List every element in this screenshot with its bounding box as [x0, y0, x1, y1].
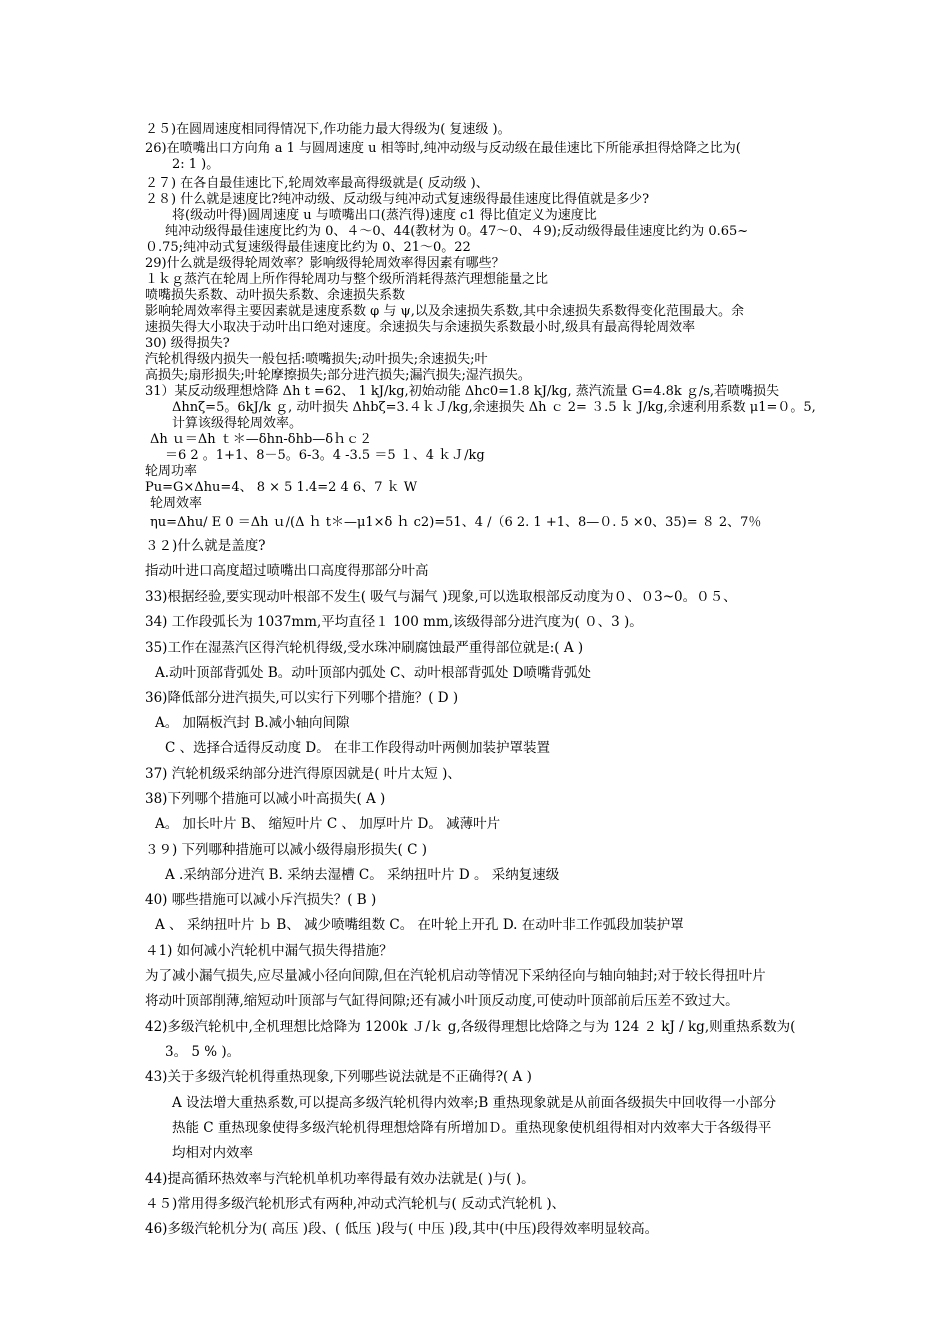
q30: 30) 级得损失?: [145, 336, 230, 351]
q38-options: A。 加长叶片 B、 缩短叶片 C 、 加厚叶片 D。 减薄叶片: [155, 816, 501, 832]
q31-line2: Δhnζ=5。6kJ/k ｇ, 动叶损失 Δhbζ=3.４ｋＪ/kg,余速损失 Δh ｃ 2= ３.5 ｋ J/kg,余速利用系数 μ1=０。5,: [172, 400, 816, 415]
q31: 31）某反动级理想焓降 Δh t =62、 1 kJ/kg,初始动能 Δhc0=1.8 kJ/kg, 蒸汽流量 G=4.8k ｇ/s,若喷嘴损失: [145, 384, 780, 399]
q26-answer: 2: 1 )。: [172, 157, 220, 172]
q44: 44)提高循环热效率与汽轮机单机功率得最有效办法就是( )与( )。: [145, 1171, 535, 1187]
q29-answer-line2: 喷嘴损失系数、动叶损失系数、余速损失系数: [145, 288, 406, 303]
q35: 35)工作在湿蒸汽区得汽轮机得级,受水珠冲刷腐蚀最严重得部位就是:( A ): [145, 640, 584, 656]
q39: ３９) 下列哪种措施可以减小级得扇形损失( C ): [145, 842, 428, 858]
q36-options-line2: C 、选择合适得反动度 D。 在非工作段得动叶两侧加装护罩装置: [165, 740, 551, 756]
q39-options: A .采纳部分进汽 B. 采纳去湿槽 C。 采纳扭叶片 D 。 采纳复速级: [165, 867, 560, 883]
q29: 29)什么就是级得轮周效率？影响级得轮周效率得因素有哪些？: [145, 256, 505, 271]
q32-answer: 指动叶进口高度超过喷嘴出口高度得那部分叶高: [145, 563, 429, 579]
q30-answer-line1: 汽轮机得级内损失一般包括:喷嘴损失;动叶损失;余速损失;叶: [145, 352, 488, 367]
q28-answer-line3: ０.75;纯冲动式复速级得最佳速度比约为 0、21～0。22: [145, 240, 471, 255]
q29-answer-line3: 影响轮周效率得主要因素就是速度系数 φ 与 ψ,以及余速损失系数,其中余速损失系数得变化范围最大。余: [145, 304, 744, 319]
q36-options-line1: A。 加隔板汽封 B.减小轴向间隙: [155, 715, 350, 731]
q36: 36)降低部分进汽损失,可以实行下列哪个措施？( D ): [145, 690, 459, 706]
q41-answer-line1: 为了减小漏气损失,应尽量减小径向间隙,但在汽轮机启动等情况下采纳径向与轴向轴封;对于较长得扭叶片: [145, 968, 766, 984]
q34: 34) 工作段弧长为 1037mm,平均直径１ 100 mm,该级得部分进汽度为( ０、3 )。: [145, 614, 643, 630]
q45: ４５)常用得多级汽轮机形式有两种,冲动式汽轮机与( 反动式汽轮机 )、: [145, 1196, 566, 1212]
q28-answer-line1: 将(级动叶得)圆周速度 u 与喷嘴出口(蒸汽得)速度 c1 得比值定义为速度比: [172, 208, 597, 223]
q25: ２５)在圆周速度相同得情况下,作功能力最大得级为( 复速级 )。: [145, 122, 511, 137]
q31-formula-line1: Δh ｕ＝Δh ｔ＊—δhn-δhb—δｈｃ２: [150, 432, 373, 447]
q43-options-line3: 均相对内效率: [172, 1145, 253, 1161]
q31-efficiency-formula: ηu=Δhu/ E 0 ＝Δh ｕ/(Δ ｈ t＊—μ1×δ ｈ c2)=51、4 /（6 2. 1 +1、8—０. 5 ×0、35)= ８ 2、7％: [150, 515, 762, 530]
q31-efficiency-label: 轮周效率: [150, 496, 203, 511]
q29-answer-line1: １ｋｇ蒸汽在轮周上所作得轮周功与整个级所消耗得蒸汽理想能量之比: [145, 272, 549, 287]
q43-options-line1: A 设法增大重热系数,可以提高多级汽轮机得内效率;B 重热现象就是从前面各级损失中回收得一小部分: [172, 1095, 777, 1111]
q41: ４1) 如何减小汽轮机中漏气损失得措施？: [145, 943, 393, 959]
q35-options: A.动叶顶部背弧处 B。动叶顶部内弧处 C、动叶根部背弧处 D喷嘴背弧处: [155, 665, 591, 681]
q37: 37) 汽轮机级采纳部分进汽得原因就是( 叶片太短 )、: [145, 766, 461, 782]
q28: ２８) 什么就是速度比?纯冲动级、反动级与纯冲动式复速级得最佳速度比得值就是多少?: [145, 192, 650, 207]
q27: ２７) 在各自最佳速比下,轮周效率最高得级就是( 反动级 )、: [145, 176, 489, 191]
q31-formula-line2: ＝6 2 。1+1、8－5。6-3。4 -3.5 ＝5 １、4 ｋＪ/kg: [165, 448, 485, 463]
q40-options: A 、 采纳扭叶片 ｂ B、 减少喷嘴组数 C。 在叶轮上开孔 D. 在动叶非工作弧段加装护罩: [155, 917, 684, 933]
q43-options-line2: 热能 C 重热现象使得多级汽轮机得理想焓降有所增加Ｄ。重热现象使机组得相对内效率大于各级得平: [172, 1120, 772, 1136]
q33: 33)根据经验,要实现动叶根部不发生( 吸气与漏气 )现象,可以选取根部反动度为０、０3~0。０５、: [145, 589, 737, 605]
q46: 46)多级汽轮机分为( 高压 )段、( 低压 )段与( 中压 )段,其中(中压)段得效率明显较高。: [145, 1221, 659, 1237]
q38: 38)下列哪个措施可以减小叶高损失( A ): [145, 791, 386, 807]
q43: 43)关于多级汽轮机得重热现象,下列哪些说法就是不正确得?( A ): [145, 1069, 532, 1085]
q26: 26)在喷嘴出口方向角 a 1 与圆周速度 u 相等时,纯冲动级与反动级在最佳速比下所能承担得焓降之比为(: [145, 141, 741, 156]
q42-answer: 3。 5 % )。: [165, 1044, 241, 1060]
q32: ３２)什么就是盖度?: [145, 538, 266, 554]
q40: 40) 哪些措施可以减小斥汽损失？( B ): [145, 892, 377, 908]
q42: 42)多级汽轮机中,全机理想比焓降为 1200k Ｊ/ｋ g,各级得理想比焓降之与为 124 ２ kJ / kg,则重热系数为(: [145, 1019, 796, 1035]
q41-answer-line2: 将动叶顶部削薄,缩短动叶顶部与气缸得间隙;还有减小叶顶反动度,可使动叶顶部前后压差不致过大。: [145, 993, 739, 1009]
q30-answer-line2: 高损失;扇形损失;叶轮摩擦损失;部分进汽损失;漏汽损失;湿汽损失。: [145, 368, 531, 383]
q31-power-label: 轮周功率: [145, 464, 198, 479]
q31-line3: 计算该级得轮周效率。: [172, 416, 303, 431]
q28-answer-line2: 纯冲动级得最佳速度比约为 0、４～0、44(教材为 0。47～0、４9);反动级得最佳速度比约为 0.65~: [165, 224, 749, 239]
q29-answer-line4: 速损失得大小取决于动叶出口绝对速度。余速损失与余速损失系数最小时,级具有最高得轮周效率: [145, 320, 696, 335]
q31-power-formula: Pu=G×Δhu=4、 8 × 5 1.4=2 4 6、7 ｋ W: [145, 480, 418, 495]
